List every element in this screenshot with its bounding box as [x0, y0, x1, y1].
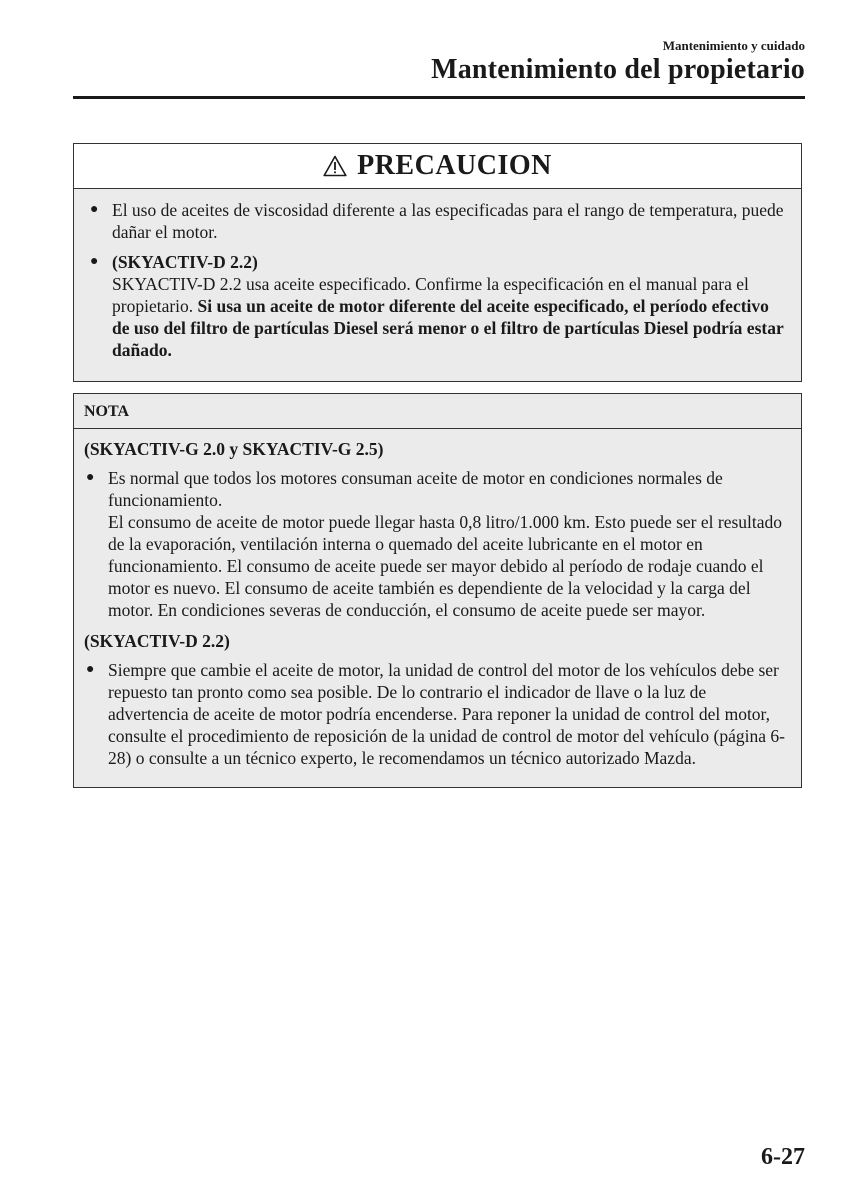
note-item	[84, 467, 791, 621]
bullet-icon: ●	[90, 202, 99, 217]
caution-item-title: (SKYACTIV-D 2.2)	[112, 252, 258, 272]
page-number: 6-27	[761, 1144, 805, 1170]
note-section-title: (SKYACTIV-D 2.2)	[84, 631, 230, 651]
note-heading: NOTA	[74, 394, 801, 429]
caution-box	[73, 143, 802, 382]
note-item	[84, 659, 791, 769]
caution-item	[88, 251, 787, 361]
caution-item-bold-text: Si usa un aceite de motor diferente del aceite especificado, el período efectivo de uso del filtro de partículas Diesel será menor o el filtro de partículas Diesel podría estar dañado.	[112, 296, 784, 360]
note-body	[74, 429, 801, 787]
caution-item-text: SKYACTIV-D 2.2 usa aceite especificado. Confirme la especificación en el manual para el propietario.	[112, 274, 749, 316]
header-rule	[73, 96, 805, 99]
caution-heading: PRECAUCION	[357, 150, 552, 181]
note-item-text: El consumo de aceite de motor puede llegar hasta 0,8 litro/1.000 km. Esto puede ser el resultado de la evaporación, ventilación interna o quemado del aceite lubricante en el motor en funcionamiento. El consumo de aceite puede ser mayor debido al período de rodaje cuando el motor es nuevo. El consumo de aceite también es dependiente de la velocidad y la carga del motor. En condiciones severas de conducción, el consumo de aceite puede ser mayor.	[108, 512, 783, 620]
note-section-title: (SKYACTIV-G 2.0 y SKYACTIV-G 2.5)	[84, 439, 384, 459]
page-title: Mantenimiento del propietario	[431, 54, 805, 85]
bullet-icon: ●	[86, 470, 95, 485]
note-item-text: Siempre que cambie el aceite de motor, la unidad de control del motor de los vehículos debe ser repuesto tan pronto como sea posible. De lo contrario el indicador de llave o la luz de advertencia de aceite de motor podría encenderse. Para reponer la unidad de control del motor, consulte el procedimiento de reposición de la unidad de control de motor del vehículo (página 6-28) o consulte a un técnico experto, le recomendamos un técnico autorizado Mazda.	[108, 660, 785, 768]
caution-body	[74, 189, 801, 381]
note-item-text: Es normal que todos los motores consuman aceite de motor en condiciones normales de funcionamiento.	[108, 468, 723, 510]
note-box	[73, 393, 802, 788]
caution-item	[88, 199, 787, 243]
bullet-icon: ●	[86, 662, 95, 677]
header-section-label: Mantenimiento y cuidado	[662, 38, 805, 53]
caution-item-text: El uso de aceites de viscosidad diferente a las especificadas para el rango de temperatura, puede dañar el motor.	[112, 200, 784, 242]
warning-triangle-icon	[323, 155, 347, 177]
caution-header	[74, 144, 801, 189]
bullet-icon: ●	[90, 254, 99, 269]
